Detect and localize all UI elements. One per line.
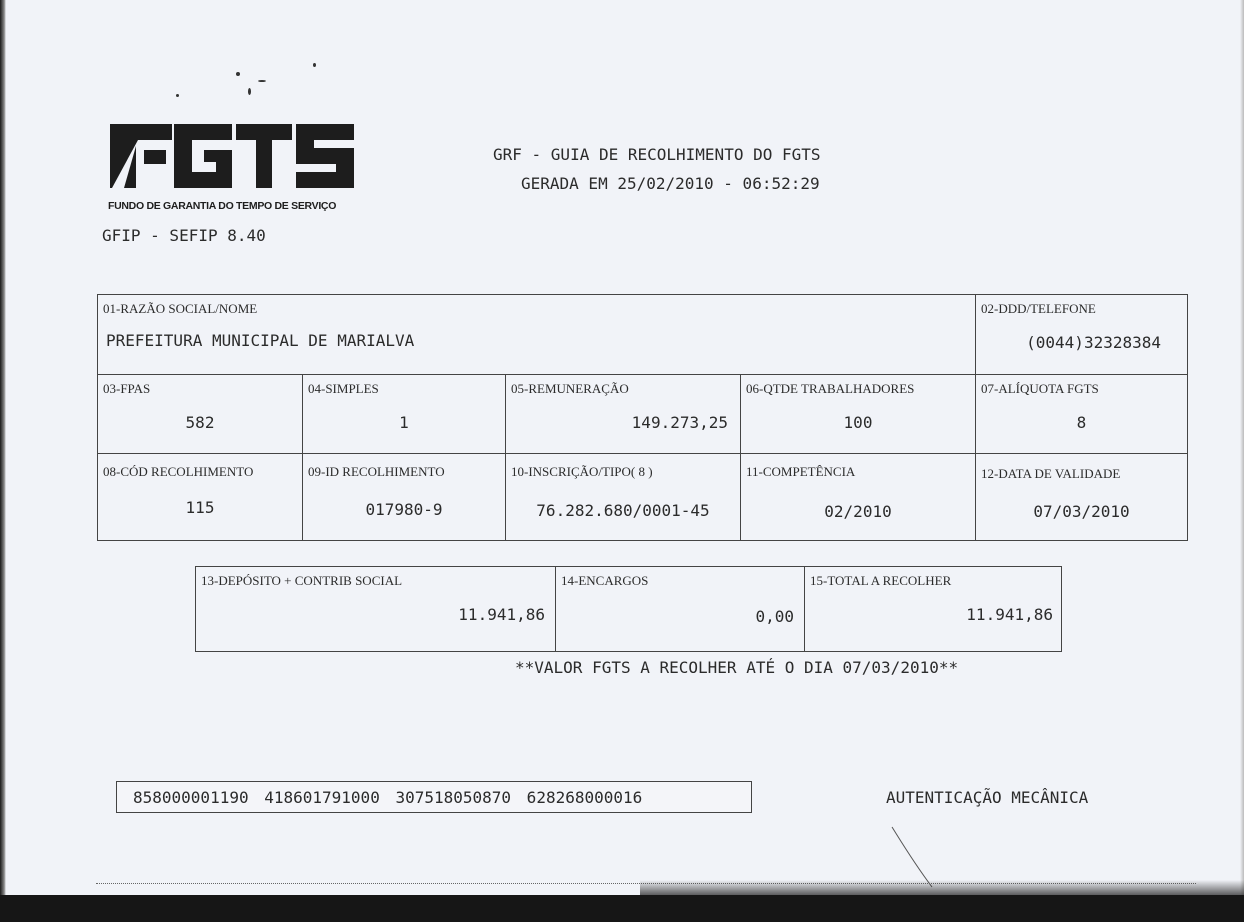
mechanical-authentication-label: AUTENTICAÇÃO MECÂNICA [886, 788, 1089, 807]
scan-edge [1240, 0, 1244, 922]
field-10-inscricao [506, 454, 741, 540]
field-value: 02/2010 [824, 502, 892, 521]
field-12-data-validade [976, 454, 1187, 540]
logo-subtitle: FUNDO DE GARANTIA DO TEMPO DE SERVIÇO [108, 200, 337, 212]
document-title: GRF - GUIA DE RECOLHIMENTO DO FGTS [493, 145, 821, 164]
scan-speck [236, 72, 240, 76]
field-label: 08-CÓD RECOLHIMENTO [103, 464, 254, 479]
field-14-encargos [556, 567, 805, 651]
scan-speck [258, 80, 266, 82]
scan-speck [313, 63, 316, 67]
field-value: 149.273,25 [631, 413, 728, 432]
scan-edge [0, 0, 6, 922]
field-label: 14-ENCARGOS [561, 573, 649, 588]
field-label: 03-FPAS [103, 381, 151, 396]
field-01-razao-social [98, 295, 976, 375]
field-value: 11.941,86 [966, 605, 1053, 624]
scan-speck [248, 88, 251, 95]
field-11-competencia [741, 454, 976, 540]
field-label: 04-SIMPLES [308, 381, 379, 396]
field-value: (0044)32328384 [1026, 333, 1161, 352]
employer-info-grid [97, 294, 1188, 541]
totals-grid [195, 566, 1062, 652]
scan-edge [0, 895, 1244, 922]
field-03-fpas [98, 375, 303, 454]
field-value: 582 [185, 413, 215, 432]
barcode-digitable-line [116, 781, 752, 813]
field-02-telefone [976, 295, 1187, 375]
generated-timestamp: GERADA EM 25/02/2010 - 06:52:29 [521, 174, 820, 193]
field-label: 01-RAZÃO SOCIAL/NOME [103, 301, 258, 316]
field-04-simples [303, 375, 506, 454]
field-label: 05-REMUNERAÇÃO [511, 381, 629, 396]
field-value: 100 [843, 413, 873, 432]
field-label: 10-INSCRIÇÃO/TIPO( 8 ) [511, 464, 653, 479]
field-label: 15-TOTAL A RECOLHER [810, 573, 952, 588]
field-value: 115 [185, 498, 215, 517]
field-label: 12-DATA DE VALIDADE [981, 466, 1121, 481]
field-label: 13-DEPÓSITO + CONTRIB SOCIAL [201, 573, 403, 588]
field-value: 0,00 [755, 607, 794, 626]
field-value: 07/03/2010 [1033, 502, 1130, 521]
field-value: PREFEITURA MUNICIPAL DE MARIALVA [106, 331, 415, 350]
field-09-id-recolhimento [303, 454, 506, 540]
scan-speck [176, 94, 179, 97]
field-value: 8 [1076, 413, 1087, 432]
field-label: 09-ID RECOLHIMENTO [308, 464, 445, 479]
field-07-aliquota [976, 375, 1187, 454]
field-value: 017980-9 [365, 500, 443, 519]
barcode-numbers: 858000001190 418601791000 307518050870 628268000016 [133, 788, 643, 807]
field-label: 02-DDD/TELEFONE [981, 301, 1096, 316]
due-date-notice: **VALOR FGTS A RECOLHER ATÉ O DIA 07/03/2010** [515, 658, 959, 677]
field-label: 06-QTDE TRABALHADORES [746, 381, 915, 396]
field-15-total [805, 567, 1061, 651]
field-value: 11.941,86 [458, 605, 545, 624]
field-08-cod-recolhimento [98, 454, 303, 540]
field-label: 07-ALÍQUOTA FGTS [981, 381, 1099, 396]
field-13-deposito [196, 567, 556, 651]
field-value: 1 [399, 413, 409, 432]
field-05-remuneracao [506, 375, 741, 454]
software-version: GFIP - SEFIP 8.40 [102, 226, 266, 245]
field-value: 76.282.680/0001-45 [536, 501, 710, 520]
field-label: 11-COMPETÊNCIA [746, 464, 856, 479]
field-06-qtde-trabalhadores [741, 375, 976, 454]
